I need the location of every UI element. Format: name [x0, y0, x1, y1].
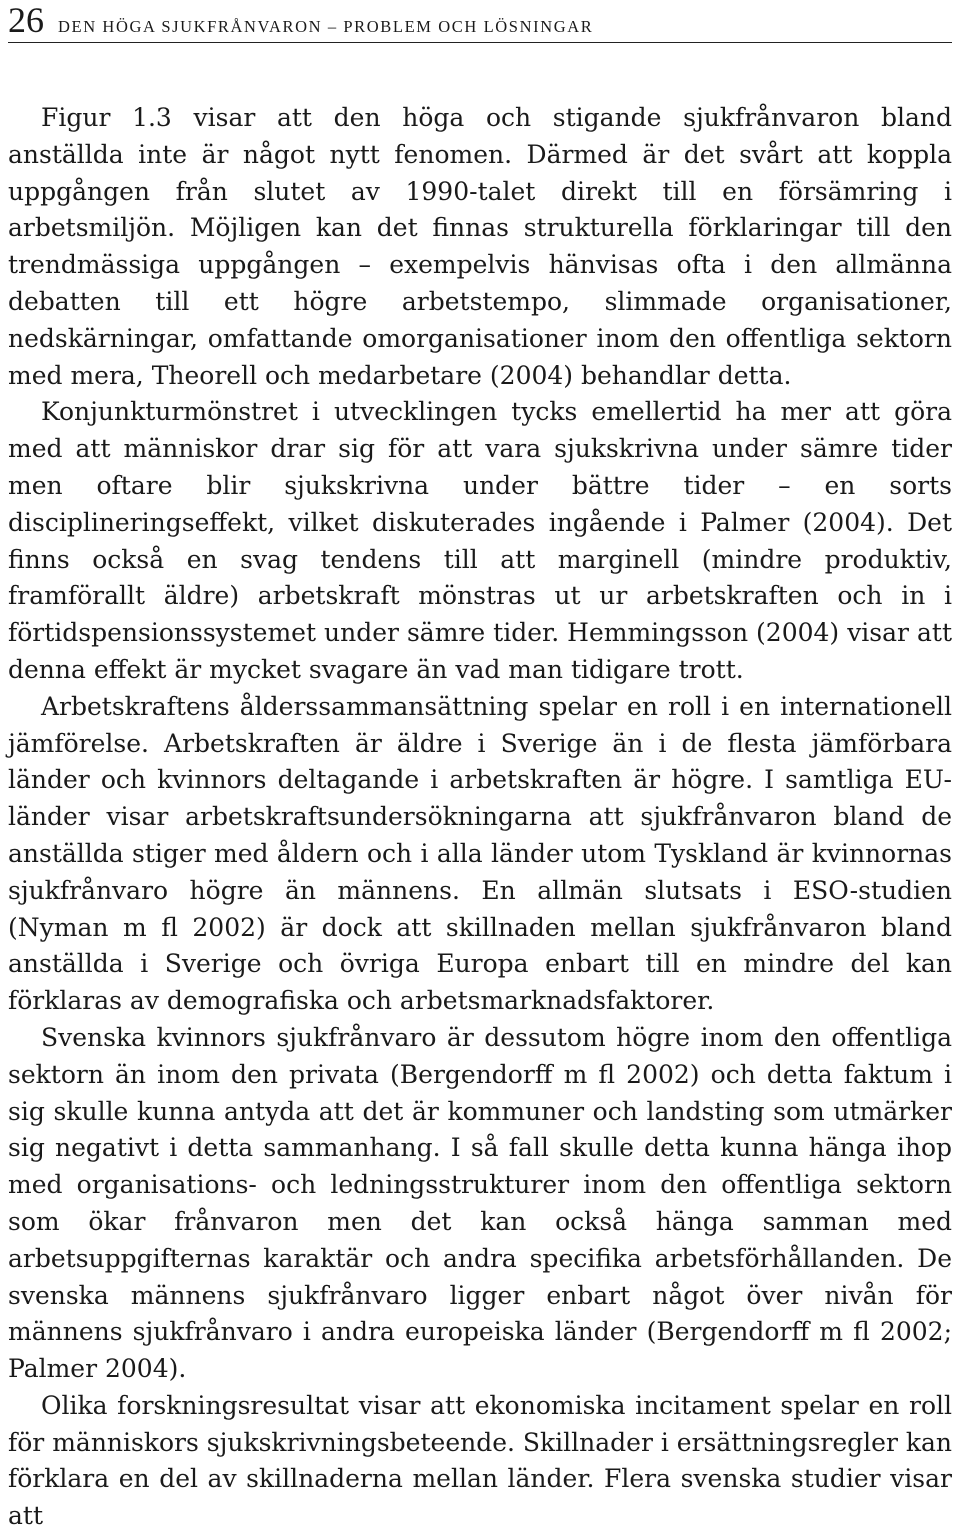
body-text: [8, 100, 952, 1535]
page-number: 26: [8, 0, 44, 40]
paragraph-4: Svenska kvinnors sjukfrånvaro är dessutom högre inom den offentliga sektorn än inom den privata (Bergendorff m fl 2002) och detta faktum i sig skulle kunna antyda att det är kommuner och landsting som utmärker sig negativt i detta sammanhang. I så fall skulle detta kunna hänga ihop med organisations- och ledningsstrukturer inom den offentliga sektorn som ökar frånvaron men det kan också hänga samman med arbetsuppgifternas karaktär och andra specifika arbetsförhållanden. De svenska männens sjukfrånvaro ligger enbart något över nivån för männens sjukfrånvaro i andra europeiska länder (Bergendorff m fl 2002; Palmer 2004).: [8, 1022, 952, 1384]
running-header: [8, 0, 952, 43]
running-title: DEN HÖGA SJUKFRÅNVARON – PROBLEM OCH LÖSNINGAR: [58, 17, 594, 36]
paragraph-2: Konjunkturmönstret i utvecklingen tycks emellertid ha mer att göra med att människor drar sig för att vara sjukskrivna under sämre tider men oftare blir sjukskrivna under bättre tider – en sorts disciplineringseffekt, vilket diskuterades ingående i Palmer (2004). Det finns också en svag tendens till att marginell (mindre produktiv, framförallt äldre) arbetskraft mönstras ut ur arbetskraften och in i förtidspensionssystemet under sämre tider. Hemmingsson (2004) visar att denna effekt är mycket svagare än vad man tidigare trott.: [8, 397, 952, 684]
paragraph-3: Arbetskraftens ålderssammansättning spelar en roll i en internationell jämförelse. Arbetskraften är äldre i Sverige än i de flesta jämförbara länder och kvinnors deltagande i arbetskraften är högre. I samtliga EU-länder visar arbetskraftsundersökningarna att sjukfrånvaron bland de anställda stiger med åldern och i alla länder utom Tyskland är kvinnornas sjukfrånvaro högre än männens. En allmän slutsats i ESO-studien (Nyman m fl 2002) är dock att skillnaden mellan sjukfrånvaron bland anställda i Sverige och övriga Europa enbart till en mindre del kan förklaras av demografiska och arbetsmarknadsfaktorer.: [8, 691, 952, 1016]
paragraph-5: Olika forskningsresultat visar att ekonomiska incitament spelar en roll för människors sjukskrivningsbeteende. Skillnader i ersättningsregler kan förklara en del av skillnaderna mellan länder. Flera svenska studier visar att: [8, 1390, 953, 1531]
paragraph-1: Figur 1.3 visar att den höga och stigande sjukfrånvaron bland anställda inte är något nytt fenomen. Därmed är det svårt att koppla uppgången från slutet av 1990-talet direkt till en försämring i arbetsmiljön. Möjligen kan det finnas strukturella förklaringar till den trendmässiga uppgången – exempelvis hänvisas ofta i den allmänna debatten till ett högre arbetstempo, slimmade organisationer, nedskärningar, omfattande omorganisationer inom den offentliga sektorn med mera, Theorell och medarbetare (2004) behandlar detta.: [8, 103, 952, 390]
